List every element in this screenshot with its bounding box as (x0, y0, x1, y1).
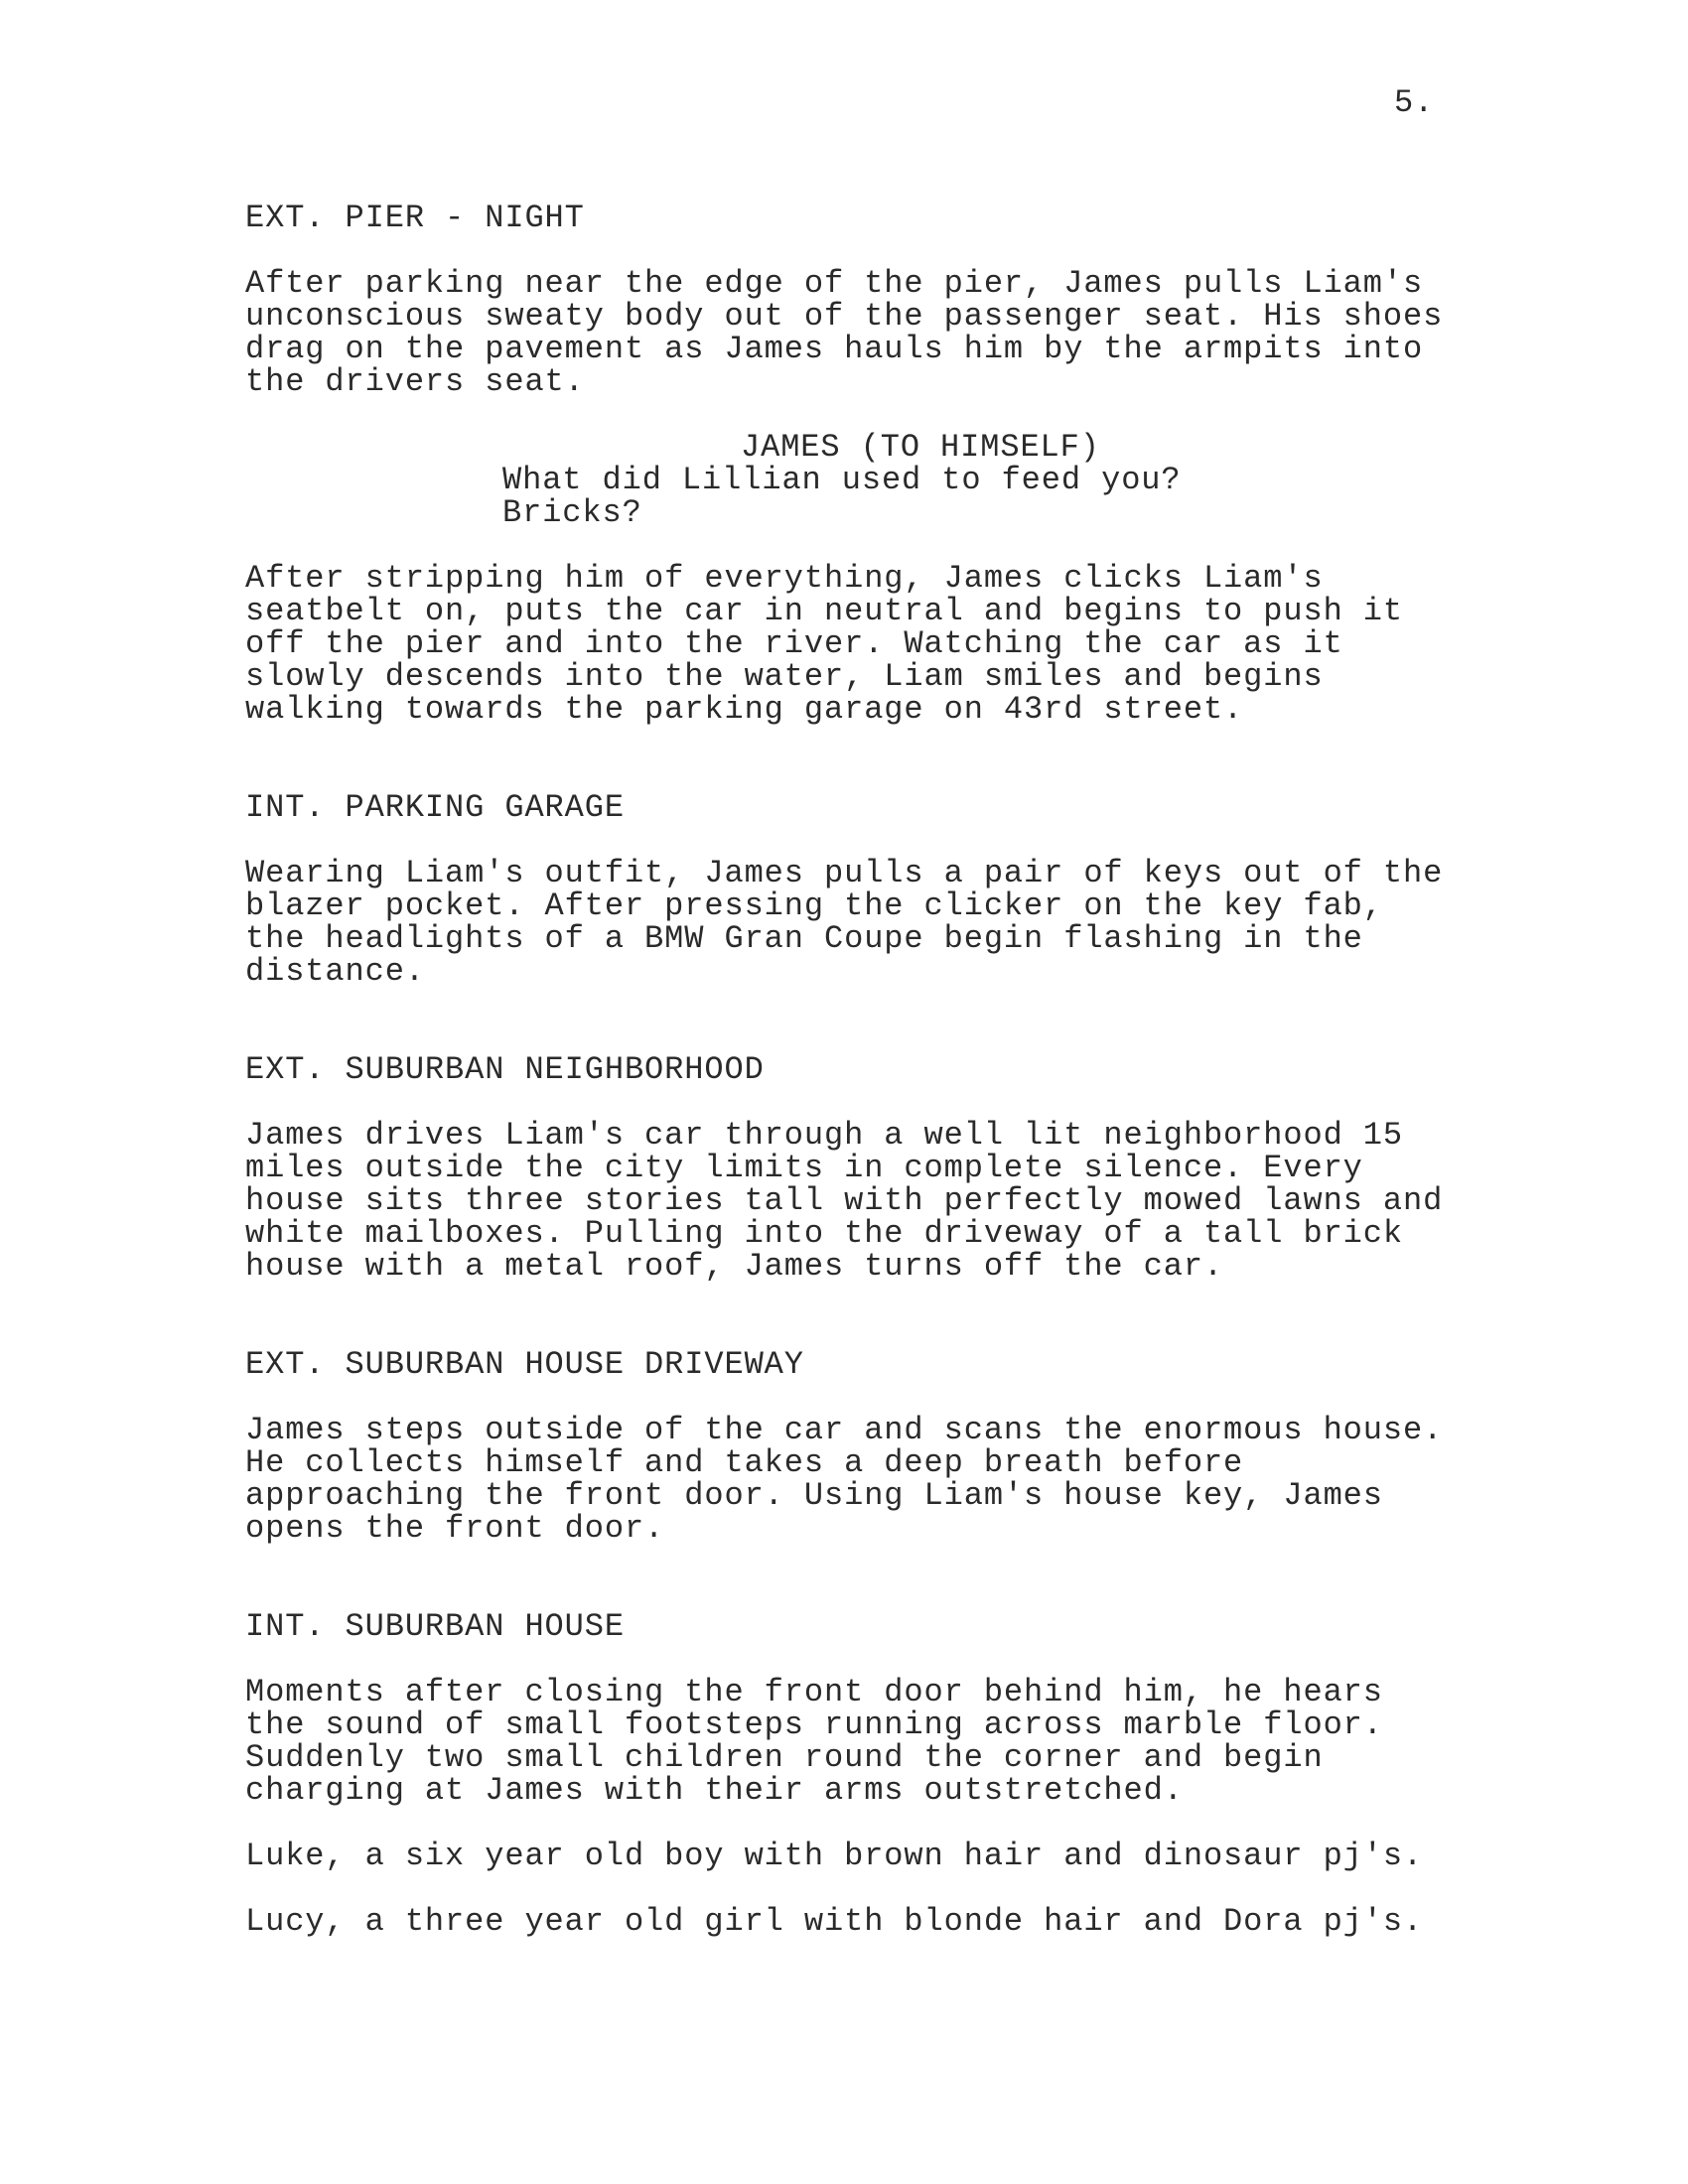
action-paragraph: Moments after closing the front door behind him, he hears the sound of small footsteps running across marble floor. Suddenly two small children round the corner and begin charging at James with their arms outstretched. (245, 1674, 1383, 1809)
screenplay-body (245, 202, 1477, 1938)
action-paragraph: After stripping him of everything, James clicks Liam's seatbelt on, puts the car in neutral and begins to push it off the pier and into the river. Watching the car as it slowly descends into the water, Liam smiles and begins walking towards the parking garage on 43rd street. (245, 560, 1403, 728)
character-cue: JAMES (TO HIMSELF) (741, 429, 1100, 466)
scene-heading: INT. PARKING GARAGE (245, 789, 625, 826)
action-paragraph: Wearing Liam's outfit, James pulls a pair of keys out of the blazer pocket. After pressing the clicker on the key fab, the headlights of a BMW Gran Coupe begin flashing in the distance. (245, 855, 1444, 990)
scene-heading: EXT. PIER - NIGHT (245, 200, 585, 236)
action-paragraph: Luke, a six year old boy with brown hair and dinosaur pj's. (245, 1838, 1424, 1874)
dialogue: What did Lillian used to feed you? Bricks? (502, 462, 1182, 531)
scene-heading: EXT. SUBURBAN NEIGHBORHOOD (245, 1051, 765, 1088)
action-paragraph: After parking near the edge of the pier, James pulls Liam's unconscious sweaty body out of the passenger seat. His shoes drag on the pavement as James hauls him by the armpits into the drivers seat. (245, 265, 1444, 400)
page-number: 5. (1394, 84, 1435, 121)
scene-heading: INT. SUBURBAN HOUSE (245, 1608, 625, 1645)
action-paragraph: Lucy, a three year old girl with blonde hair and Dora pj's. (245, 1903, 1424, 1940)
action-paragraph: James steps outside of the car and scans the enormous house. He collects himself and takes a deep breath before approaching the front door. Using Liam's house key, James opens the front door. (245, 1412, 1444, 1547)
scene-heading: EXT. SUBURBAN HOUSE DRIVEWAY (245, 1346, 804, 1383)
action-paragraph: James drives Liam's car through a well lit neighborhood 15 miles outside the city limits in complete silence. Every house sits three stories tall with perfectly mowed lawns and white mailboxes. Pulling into the driveway of a tall brick house with a metal roof, James turns off the car. (245, 1117, 1444, 1285)
